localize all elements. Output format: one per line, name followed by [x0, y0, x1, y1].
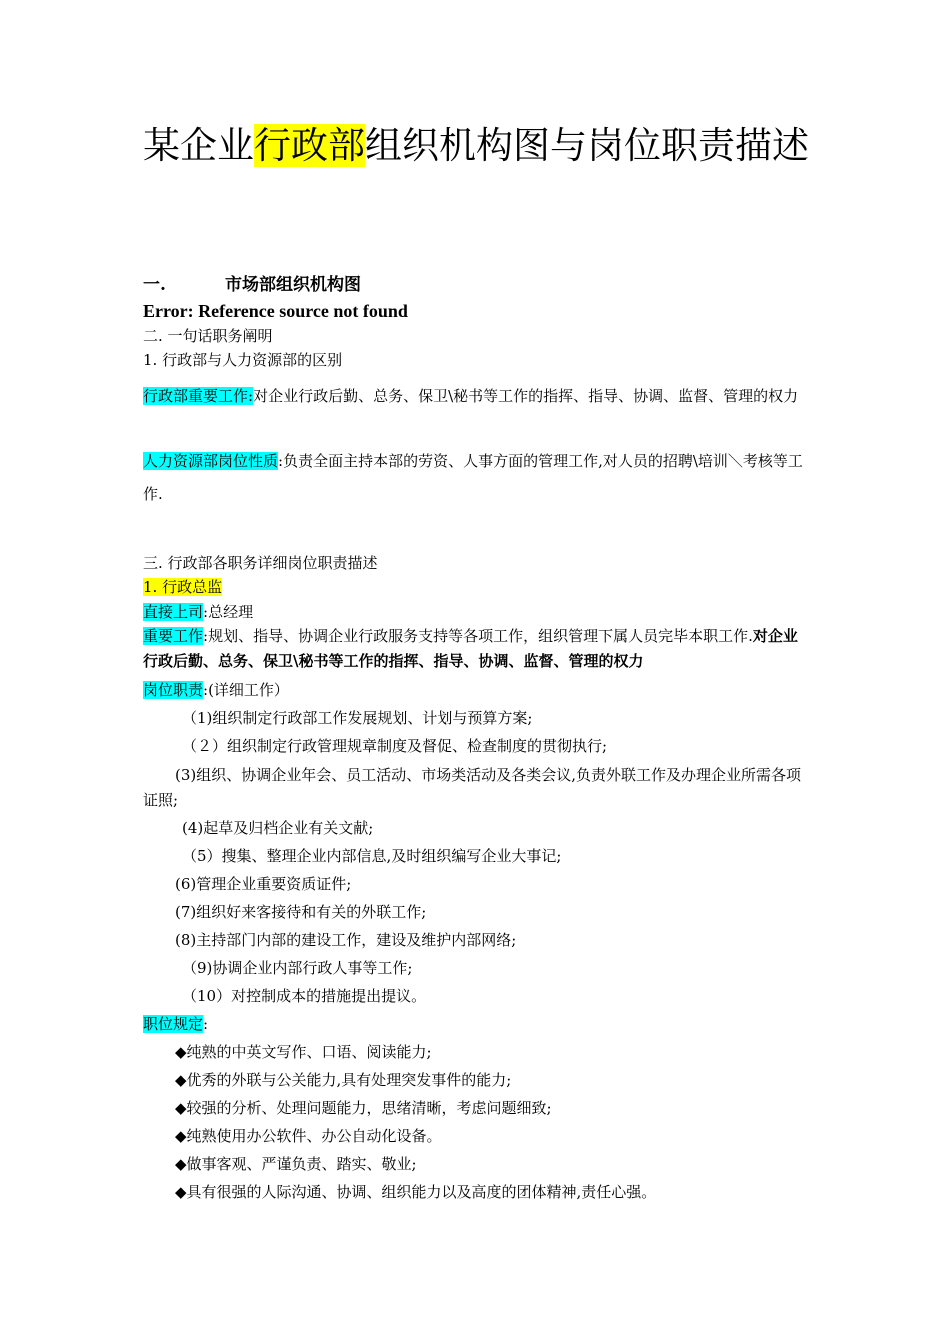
main-work-text: :规划、指导、协调企业行政服务支持等各项工作，组织管理下属人员完毕本职工作. — [203, 627, 753, 645]
main-work-bold-text: 对企业行政后勤、总务、保卫\秘书等工作的指挥、指导、协调、监督、管理的权力 — [143, 627, 798, 670]
section2-heading: 二. 一句话职务阐明 — [143, 327, 273, 345]
requirements-colon: : — [203, 1015, 209, 1033]
direct-boss-label: 直接上司 — [143, 603, 204, 621]
admin-work-label: 行政部重要工作: — [143, 387, 254, 405]
title-highlight: 行政部 — [254, 124, 365, 167]
main-work-paragraph — [143, 624, 811, 674]
section1-number: 一. — [143, 275, 166, 295]
title-part3: 组织机构图与岗位职责描述 — [365, 124, 809, 167]
admin-work-paragraph — [143, 380, 811, 413]
duty-label: 岗位职责 — [143, 681, 204, 699]
section1-label: 市场部组织机构图 — [225, 275, 361, 295]
hr-nature-paragraph — [143, 445, 811, 511]
duty-line — [143, 679, 289, 701]
section3-heading: 三. 行政部各职务详细岗位职责描述 — [143, 554, 378, 572]
requirements-line — [143, 1013, 208, 1035]
section1-heading — [143, 274, 361, 296]
requirement-item: ◆纯熟使用办公软件、办公自动化设备。 — [175, 1127, 442, 1145]
duty-item: （10）对控制成本的措施提出提议。 — [182, 987, 427, 1005]
section2-item1: 1. 行政部与人力资源部的区别 — [143, 351, 343, 369]
title-part1: 某企业 — [143, 124, 254, 167]
direct-boss-line — [143, 601, 253, 623]
duty-item: (3)组织、协调企业年会、员工活动、市场类活动及各类会议,负责外联工作及办理企业所需各项证照; — [143, 766, 802, 809]
duty-item: （２）组织制定行政管理规章制度及督促、检查制度的贯彻执行; — [182, 737, 608, 755]
requirement-item: ◆做事客观、严谨负责、踏实、敬业; — [175, 1155, 417, 1173]
duty-item: (4)起草及归档企业有关文献; — [182, 819, 374, 837]
reference-error: Error: Reference source not found — [143, 301, 408, 321]
document-title — [143, 122, 823, 170]
duty-item: (8)主持部门内部的建设工作，建设及维护内部网络; — [175, 931, 517, 949]
duty-item: （1)组织制定行政部工作发展规划、计划与预算方案; — [182, 709, 533, 727]
duty-text: :(详细工作） — [203, 681, 289, 699]
duty-item: （5）搜集、整理企业内部信息,及时组织编写企业大事记; — [182, 847, 562, 865]
duty-item: (6)管理企业重要资质证件; — [175, 875, 352, 893]
section3-item1-label: 1. 行政总监 — [143, 578, 223, 596]
duty-item: （9)协调企业内部行政人事等工作; — [182, 959, 413, 977]
hr-nature-text: :负责全面主持本部的劳资、人事方面的管理工作,对人员的招聘\培训＼考核等工作. — [143, 452, 803, 503]
main-work-label: 重要工作 — [143, 627, 204, 645]
requirement-item: ◆具有很强的人际沟通、协调、组织能力以及高度的团体精神,责任心强。 — [175, 1183, 657, 1201]
duty-item: (7)组织好来客接待和有关的外联工作; — [175, 903, 427, 921]
section3-item1 — [143, 576, 222, 598]
direct-boss-text: :总经理 — [203, 603, 254, 621]
requirement-item: ◆较强的分析、处理问题能力，思绪清晰，考虑问题细致; — [175, 1099, 552, 1117]
requirement-item: ◆纯熟的中英文写作、口语、阅读能力; — [175, 1043, 432, 1061]
requirement-item: ◆优秀的外联与公关能力,具有处理突发事件的能力; — [175, 1071, 512, 1089]
hr-nature-label: 人力资源部岗位性质 — [143, 452, 279, 470]
admin-work-text: 对企业行政后勤、总务、保卫\秘书等工作的指挥、指导、协调、监督、管理的权力 — [253, 387, 799, 405]
requirements-label: 职位规定 — [143, 1015, 204, 1033]
